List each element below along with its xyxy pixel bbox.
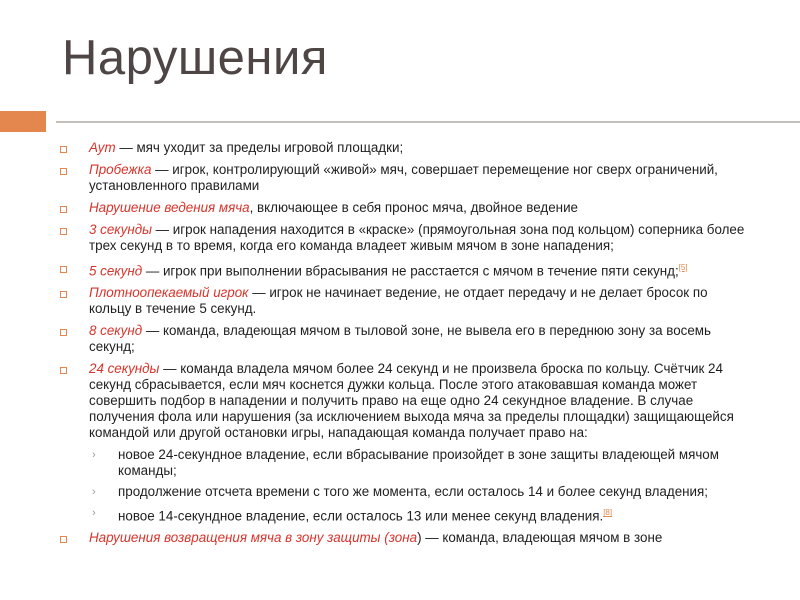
list-item-term: Нарушение ведения мяча	[89, 200, 250, 215]
footnote-link[interactable]: [8]	[603, 508, 613, 518]
list-item	[60, 140, 750, 156]
sub-list-item	[60, 484, 750, 500]
square-bullet-icon	[60, 146, 67, 153]
list-item-text: ) — команда, владеющая мячом в зоне	[417, 529, 663, 545]
list-item-text: , включающее в себя пронос мяча, двойное ведение	[249, 200, 578, 215]
list-item-term: Плотноопекаемый игрок	[89, 285, 249, 301]
chevron-right-icon: ›	[92, 507, 96, 520]
square-bullet-icon	[60, 228, 67, 235]
title-divider	[56, 121, 800, 123]
sub-list-item-text: продолжение отсчета времени с того же момента, если осталось 14 и более секунд владения;	[118, 484, 708, 500]
list-item	[60, 200, 750, 216]
chevron-right-icon: ›	[92, 486, 96, 499]
list-item-term: 8 секунд	[89, 323, 143, 339]
square-bullet-icon	[60, 536, 67, 543]
list-item	[60, 222, 750, 254]
list-item	[60, 530, 750, 546]
list-item-text: — игрок нападения находится в «краске» (прямоугольная зона под кольцом) соперника более трех секунд в то время, когда его команда владеет живым мячом в зоне нападения;	[89, 222, 745, 253]
list-item-text: — игрок не начинает ведение, не отдает передачу и не делает бросок по кольцу в течение 5 секунд.	[89, 285, 708, 317]
list-item-term: 3 секунды	[89, 222, 152, 237]
list-item	[60, 260, 750, 279]
square-bullet-icon	[60, 266, 67, 273]
list-item-text: — команда, владеющая мячом в тыловой зоне, не вывела его в переднюю зону за восемь секунд;	[89, 323, 711, 355]
sub-list-item-text: новое 14-секундное владение, если осталось 13 или менее секунд владения.	[118, 508, 604, 524]
sub-list-item	[60, 447, 750, 479]
list-item-text: — игрок при выполнении вбрасывания не расстается с мячом в течение пяти секунд;	[142, 263, 679, 279]
list-item	[60, 361, 750, 441]
chevron-right-icon: ›	[92, 449, 96, 462]
list-item-term: 5 секунд	[89, 263, 143, 279]
square-bullet-icon	[60, 291, 67, 298]
square-bullet-icon	[60, 329, 67, 336]
list-item-term: Пробежка	[89, 162, 152, 177]
list-item	[60, 323, 750, 355]
list-item	[60, 285, 750, 317]
sub-list-item	[60, 505, 750, 524]
list-item-text: — команда владела мячом более 24 секунд и не произвела броска по кольцу. Счётчик 24 секунд сбрасывается, если мяч коснется дужки кольца. После этого атаковавшая команда может совершить подбор в нападении и получить право на еще одно 24 секундное владение. В случае получения фола или нарушения (за исключением выхода мяча за пределы площадки) защищающейся командой или другой остановки игры, нападающая команда получает право на:	[89, 361, 734, 441]
page-title: Нарушения	[62, 31, 328, 85]
list-item-paren: (	[380, 529, 389, 545]
list-item	[60, 162, 750, 194]
list-item-text: — игрок, контролирующий «живой» мяч, совершает перемещение ног сверх ограничений, установленного правилами	[89, 162, 718, 193]
square-bullet-icon	[60, 206, 67, 213]
footnote-link[interactable]: [5]	[678, 263, 688, 272]
list-item-term: зона	[388, 529, 418, 545]
sub-list-item-text: новое 24-секундное владение, если вбрасывание произойдет в зоне защиты владеющей мячом команды;	[118, 447, 719, 479]
list-item-term: Аут	[89, 140, 116, 155]
list-item-term: 24 секунды	[89, 361, 160, 377]
square-bullet-icon	[60, 168, 67, 175]
violations-list	[60, 140, 750, 552]
list-item-text: — мяч уходит за пределы игровой площадки;	[115, 140, 404, 155]
title-accent-bar	[0, 111, 46, 132]
list-item-term: Нарушения возвращения мяча в зону защиты	[89, 529, 381, 545]
square-bullet-icon	[60, 367, 67, 374]
